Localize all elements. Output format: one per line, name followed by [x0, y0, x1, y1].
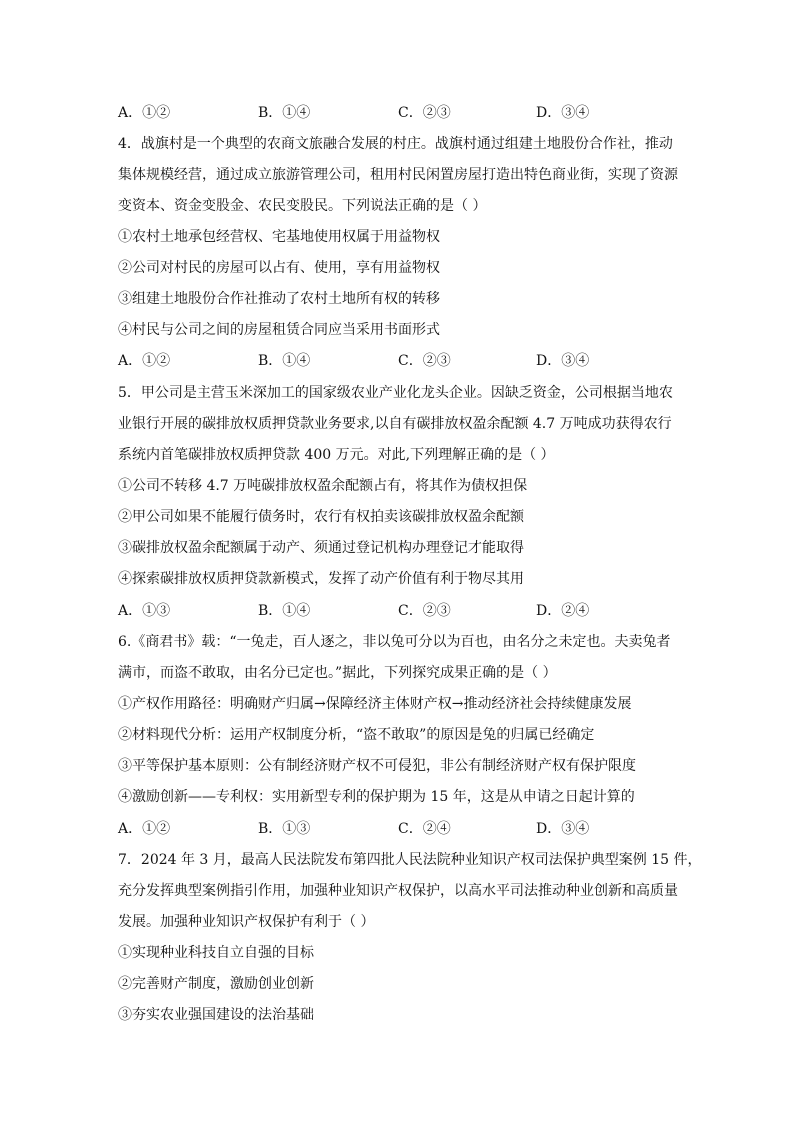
q6-stem-line: 6.《商君书》载：“一兔走，百人逐之，非以兔可分以为百也，由名分之未定也。夫卖兔者 — [118, 634, 671, 650]
q5-stem-line: 5．甲公司是主营玉米深加工的国家级农业产业化龙头企业。因缺乏资金，公司根据当地农 — [118, 385, 673, 401]
q7-stem-line: 7．2024 年 3 月，最高人民法院发布第四批人民法院种业知识产权司法保护典型案例 15 件， — [118, 852, 702, 868]
q5-statement: ②甲公司如果不能履行债务时，农行有权拍卖该碳排放权盈余配额 — [118, 509, 524, 525]
q4-option-a[interactable]: A．①② — [118, 353, 171, 369]
q7-statement: ③夯实农业强国建设的法治基础 — [118, 1007, 314, 1023]
q4-option-b[interactable]: B．①④ — [258, 353, 311, 369]
q5-stem-line: 系统内首笔碳排放权质押贷款 400 万元。对此,下列理解正确的是（ ） — [118, 447, 555, 463]
q4-statement: ②公司对村民的房屋可以占有、使用，享有用益物权 — [118, 260, 440, 276]
q5-option-c[interactable]: C．②③ — [398, 603, 451, 619]
q5-option-d[interactable]: D．②④ — [536, 603, 590, 619]
q6-statement: ③平等保护基本原则：公有制经济财产权不可侵犯，非公有制经济财产权有保护限度 — [118, 758, 636, 774]
q6-stem-line: 满市，而盗不敢取，由名分已定也。”据此，下列探究成果正确的是（ ） — [118, 665, 557, 681]
q4-stem-line: 集体规模经营，通过成立旅游管理公司，租用村民闲置房屋打造出特色商业街，实现了资源 — [118, 167, 678, 183]
q4-statement: ④村民与公司之间的房屋租赁合同应当采用书面形式 — [118, 322, 440, 338]
q4-stem-line: 变资本、资金变股金、农民变股民。下列说法正确的是（ ） — [118, 198, 487, 214]
q5-option-a[interactable]: A．①③ — [118, 603, 171, 619]
q5-stem-line: 业银行开展的碳排放权质押贷款业务要求,以自有碳排放权盈余配额 4.7 万吨成功获得农行 — [118, 416, 672, 432]
q5-statement: ④探索碳排放权质押贷款新模式，发挥了动产价值有利于物尽其用 — [118, 571, 524, 587]
q4-statement: ③组建土地股份合作社推动了农村土地所有权的转移 — [118, 291, 440, 307]
q5-statement: ③碳排放权盈余配额属于动产、须通过登记机构办理登记才能取得 — [118, 540, 524, 556]
q4-option-c[interactable]: C．②③ — [398, 353, 451, 369]
q5-statement: ①公司不转移 4.7 万吨碳排放权盈余配额占有，将其作为债权担保 — [118, 478, 528, 494]
q7-stem-line: 发展。加强种业知识产权保护有利于（ ） — [118, 914, 375, 930]
q3-option-c[interactable]: C．②③ — [398, 105, 451, 121]
q4-stem-line: 4．战旗村是一个典型的农商文旅融合发展的村庄。战旗村通过组建土地股份合作社，推动 — [118, 136, 673, 152]
q3-option-a[interactable]: A．①② — [118, 105, 171, 121]
q5-option-b[interactable]: B．①④ — [258, 603, 311, 619]
q4-statement: ①农村土地承包经营权、宅基地使用权属于用益物权 — [118, 229, 440, 245]
q6-statement: ④激励创新——专利权：实用新型专利的保护期为 15 年，这是从申请之日起计算的 — [118, 789, 635, 805]
q6-option-a[interactable]: A．①② — [118, 821, 171, 837]
q3-option-b[interactable]: B．①④ — [258, 105, 311, 121]
q6-option-d[interactable]: D．③④ — [536, 821, 590, 837]
q7-statement: ②完善财产制度，激励创业创新 — [118, 976, 314, 992]
q7-stem-line: 充分发挥典型案例指引作用，加强种业知识产权保护，以高水平司法推动种业创新和高质量 — [118, 883, 678, 899]
q3-option-d[interactable]: D．③④ — [536, 105, 590, 121]
q6-option-c[interactable]: C．②④ — [398, 821, 451, 837]
q6-statement: ①产权作用路径：明确财产归属→保障经济主体财产权→推动经济社会持续健康发展 — [118, 696, 632, 712]
q4-option-d[interactable]: D．③④ — [536, 353, 590, 369]
q6-statement: ②材料现代分析：运用产权制度分析，“盗不敢取”的原因是兔的归属已经确定 — [118, 727, 595, 743]
q7-statement: ①实现种业科技自立自强的目标 — [118, 945, 314, 961]
q6-option-b[interactable]: B．①③ — [258, 821, 311, 837]
